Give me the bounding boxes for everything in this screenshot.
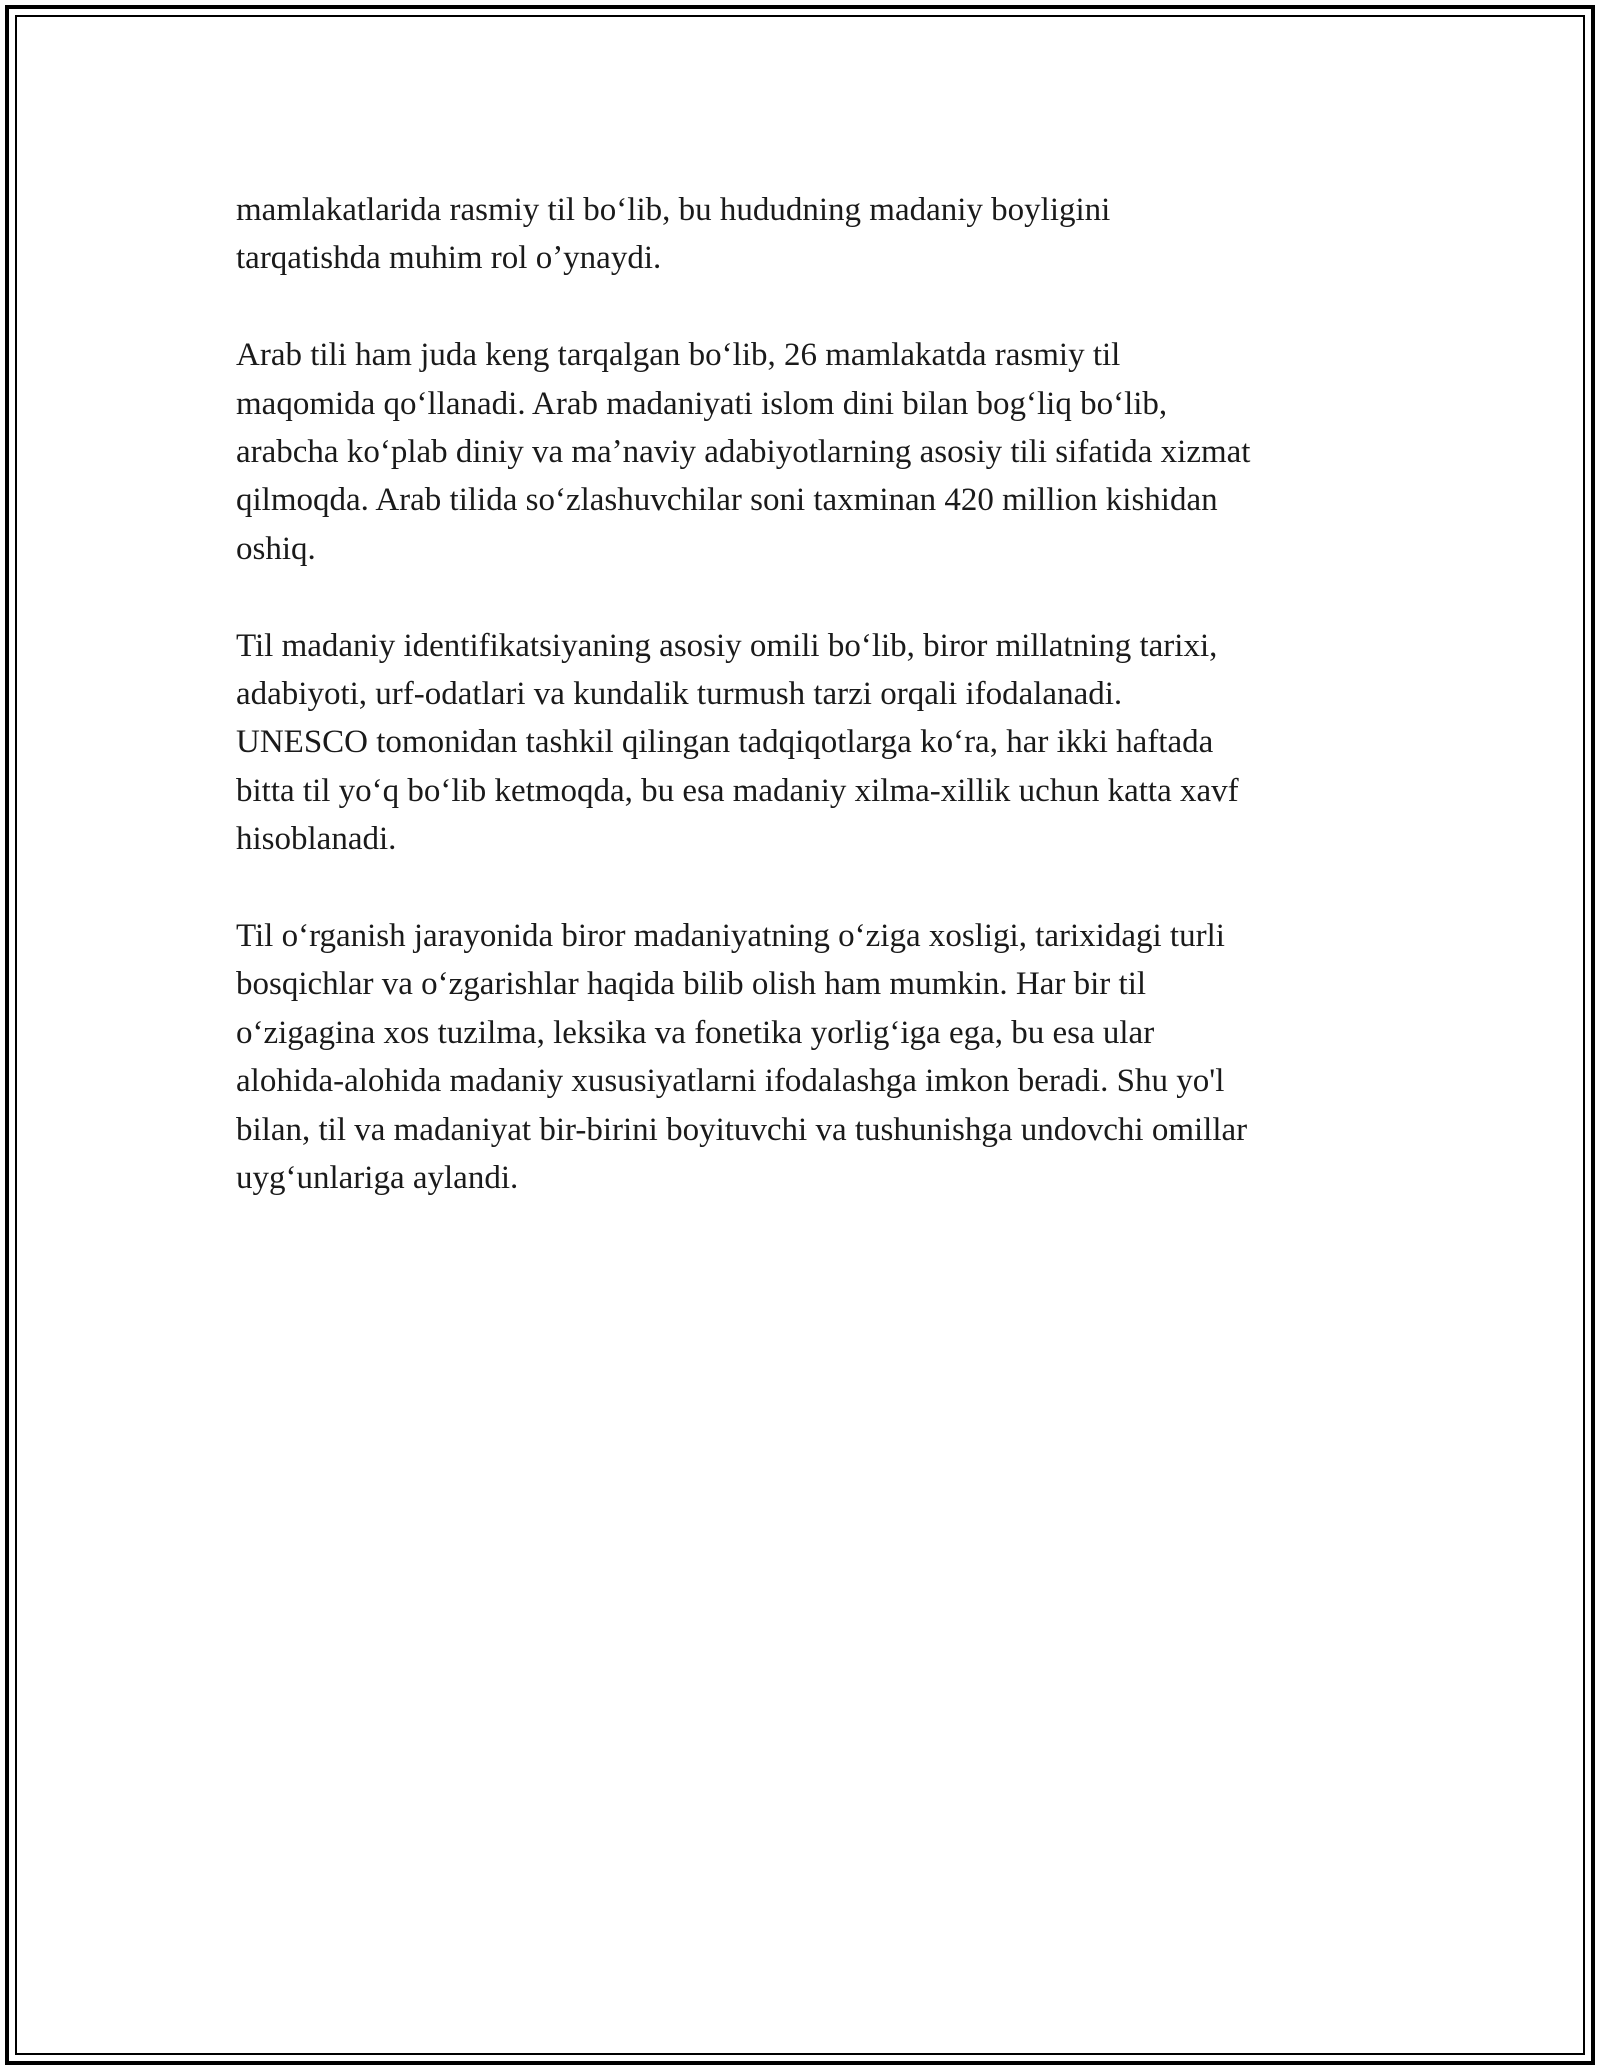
text-line: UNESCO tomonidan tashkil qilingan tadqiqotlarga koʻra, har ikki haftada xyxy=(236,724,1214,761)
paragraph-1 xyxy=(236,186,1396,283)
text-line: adabiyoti, urf-odatlari va kundalik turmush tarzi orqali ifodalanadi. xyxy=(236,676,1123,713)
text-line: qilmoqda. Arab tilida soʻzlashuvchilar soni taxminan 420 million kishidan xyxy=(236,482,1218,519)
text-line: alohida-alohida madaniy xususiyatlarni ifodalashga imkon beradi. Shu yo'l xyxy=(236,1063,1225,1100)
text-line: Arab tili ham juda keng tarqalgan boʻlib, 26 mamlakatda rasmiy til xyxy=(236,337,1121,374)
text-line: hisoblanadi. xyxy=(236,821,397,858)
document-body xyxy=(236,186,1396,1251)
paragraph-4 xyxy=(236,912,1396,1202)
text-line: bilan, til va madaniyat bir-birini boyituvchi va tushunishga undovchi omillar xyxy=(236,1111,1248,1148)
paragraph-3 xyxy=(236,622,1396,864)
text-line: oshiq. xyxy=(236,530,316,567)
text-line: Til madaniy identifikatsiyaning asosiy omili boʻlib, biror millatning tarixi, xyxy=(236,627,1218,664)
text-line: bitta til yoʻq boʻlib ketmoqda, bu esa madaniy xilma-xillik uchun katta xavf xyxy=(236,772,1239,809)
text-line: arabcha koʻplab diniy va maʼnaviy adabiyotlarning asosiy tili sifatida xizmat xyxy=(236,434,1251,471)
text-line: Til oʻrganish jarayonida biror madaniyatning oʻziga xosligi, tarixidagi turli xyxy=(236,918,1225,955)
text-line: oʻzigagina xos tuzilma, leksika va fonetika yorligʻiga ega, bu esa ular xyxy=(236,1014,1155,1051)
text-line: tarqatishda muhim rol oʼynaydi. xyxy=(236,240,662,277)
text-line: maqomida qoʻllanadi. Arab madaniyati islom dini bilan bogʻliq boʻlib, xyxy=(236,385,1168,422)
paragraph-2 xyxy=(236,331,1396,573)
text-line: uygʻunlariga aylandi. xyxy=(236,1160,519,1197)
text-line: bosqichlar va oʻzgarishlar haqida bilib olish ham mumkin. Har bir til xyxy=(236,966,1147,1003)
text-line: mamlakatlarida rasmiy til boʻlib, bu hududning madaniy boyligini xyxy=(236,192,1111,228)
